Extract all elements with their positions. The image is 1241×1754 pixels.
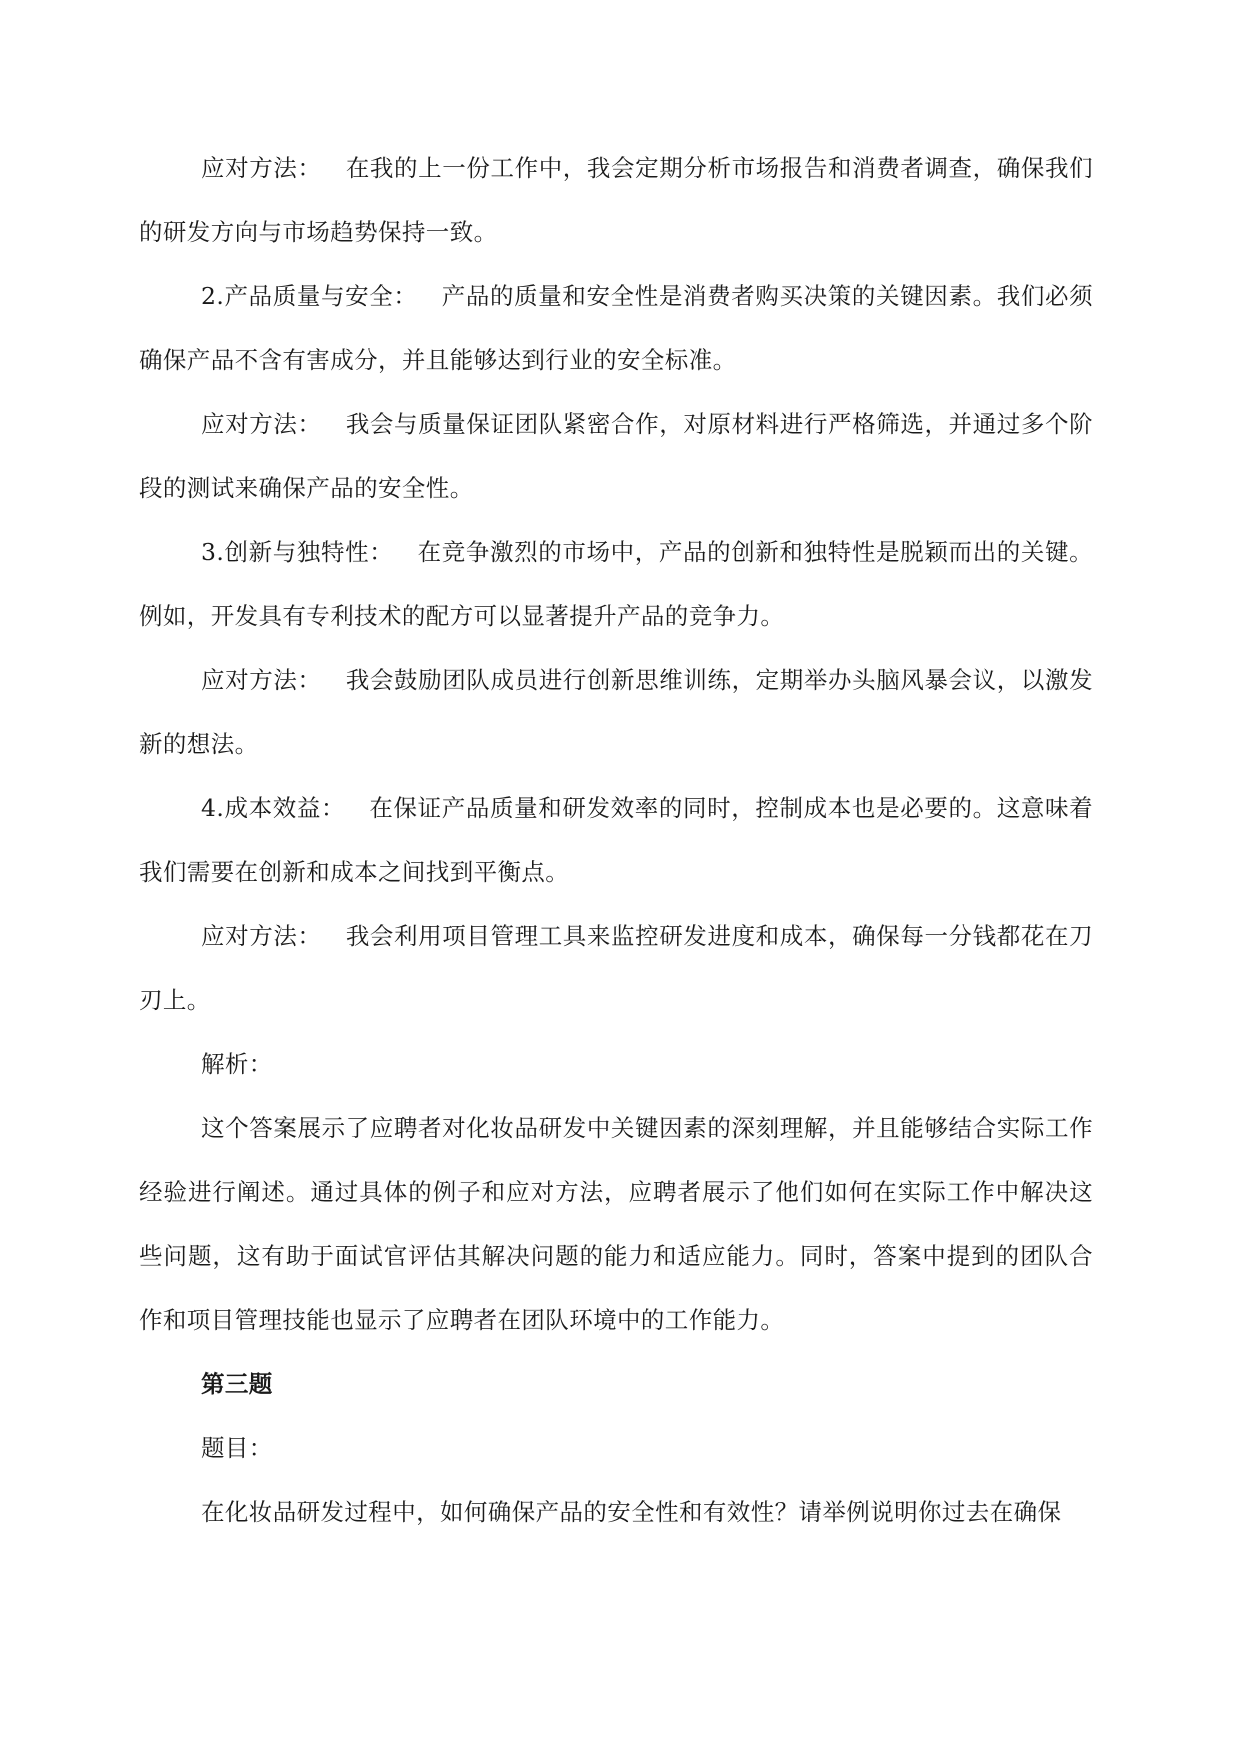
paragraph-text: 在我的上一份工作中，我会定期分析市场报告和消费者调查，确保我们的研发方向与市场趋势保持一致。	[139, 154, 1094, 246]
lead-gap	[322, 410, 346, 438]
paragraph-text: 我会与质量保证团队紧密合作，对原材料进行严格筛选，并通过多个阶段的测试来确保产品的安全性。	[139, 410, 1094, 502]
paragraph-lead: 应对方法：	[201, 154, 322, 182]
lead-gap	[393, 538, 417, 566]
paragraph-response-2	[139, 392, 1093, 520]
paragraph-text: 在化妆品研发过程中，如何确保产品的安全性和有效性？请举例说明你过去在确保	[201, 1498, 1062, 1526]
paragraph-quality-safety	[139, 264, 1093, 392]
paragraph-lead: 应对方法：	[201, 666, 322, 694]
paragraph-lead: 4.成本效益：	[201, 794, 346, 822]
paragraph-lead: 2.产品质量与安全：	[201, 282, 418, 310]
heading-text: 第三题	[201, 1370, 273, 1398]
lead-gap	[322, 154, 346, 182]
section-heading-question-3	[139, 1352, 1093, 1416]
paragraph-text: 我会利用项目管理工具来监控研发进度和成本，确保每一分钱都花在刀刃上。	[139, 922, 1094, 1014]
paragraph-text: 题目：	[201, 1434, 273, 1462]
paragraph-text: 在保证产品质量和研发效率的同时，控制成本也是必要的。这意味着我们需要在创新和成本之间找到平衡点。	[139, 794, 1093, 886]
paragraph-text: 这个答案展示了应聘者对化妆品研发中关键因素的深刻理解，并且能够结合实际工作经验进行阐述。通过具体的例子和应对方法，应聘者展示了他们如何在实际工作中解决这些问题，这有助于面试官评估其解决问题的能力和适应能力。同时，答案中提到的团队合作和项目管理技能也显示了应聘者在团队环境中的工作能力。	[139, 1114, 1093, 1334]
paragraph-response-3	[139, 648, 1093, 776]
paragraph-text: 解析：	[201, 1050, 273, 1078]
paragraph-analysis	[139, 1096, 1093, 1352]
paragraph-text: 产品的质量和安全性是消费者购买决策的关键因素。我们必须确保产品不含有害成分，并且能够达到行业的安全标准。	[139, 282, 1093, 374]
paragraph-cost-benefit	[139, 776, 1093, 904]
paragraph-question-label	[139, 1416, 1093, 1480]
paragraph-analysis-label	[139, 1032, 1093, 1096]
paragraph-lead: 3.创新与独特性：	[201, 538, 394, 566]
paragraph-text: 在竞争激烈的市场中，产品的创新和独特性是脱颖而出的关键。例如，开发具有专利技术的配方可以显著提升产品的竞争力。	[139, 538, 1093, 630]
paragraph-question	[139, 1480, 1093, 1544]
document-body	[139, 136, 1093, 1544]
paragraph-lead: 应对方法：	[201, 410, 322, 438]
lead-gap	[322, 666, 346, 694]
paragraph-innovation	[139, 520, 1093, 648]
paragraph-response-4	[139, 904, 1093, 1032]
paragraph-response-1	[139, 136, 1093, 264]
lead-gap	[417, 282, 441, 310]
paragraph-text: 我会鼓励团队成员进行创新思维训练，定期举办头脑风暴会议，以激发新的想法。	[139, 666, 1094, 758]
lead-gap	[322, 922, 346, 950]
lead-gap	[345, 794, 369, 822]
paragraph-lead: 应对方法：	[201, 922, 322, 950]
